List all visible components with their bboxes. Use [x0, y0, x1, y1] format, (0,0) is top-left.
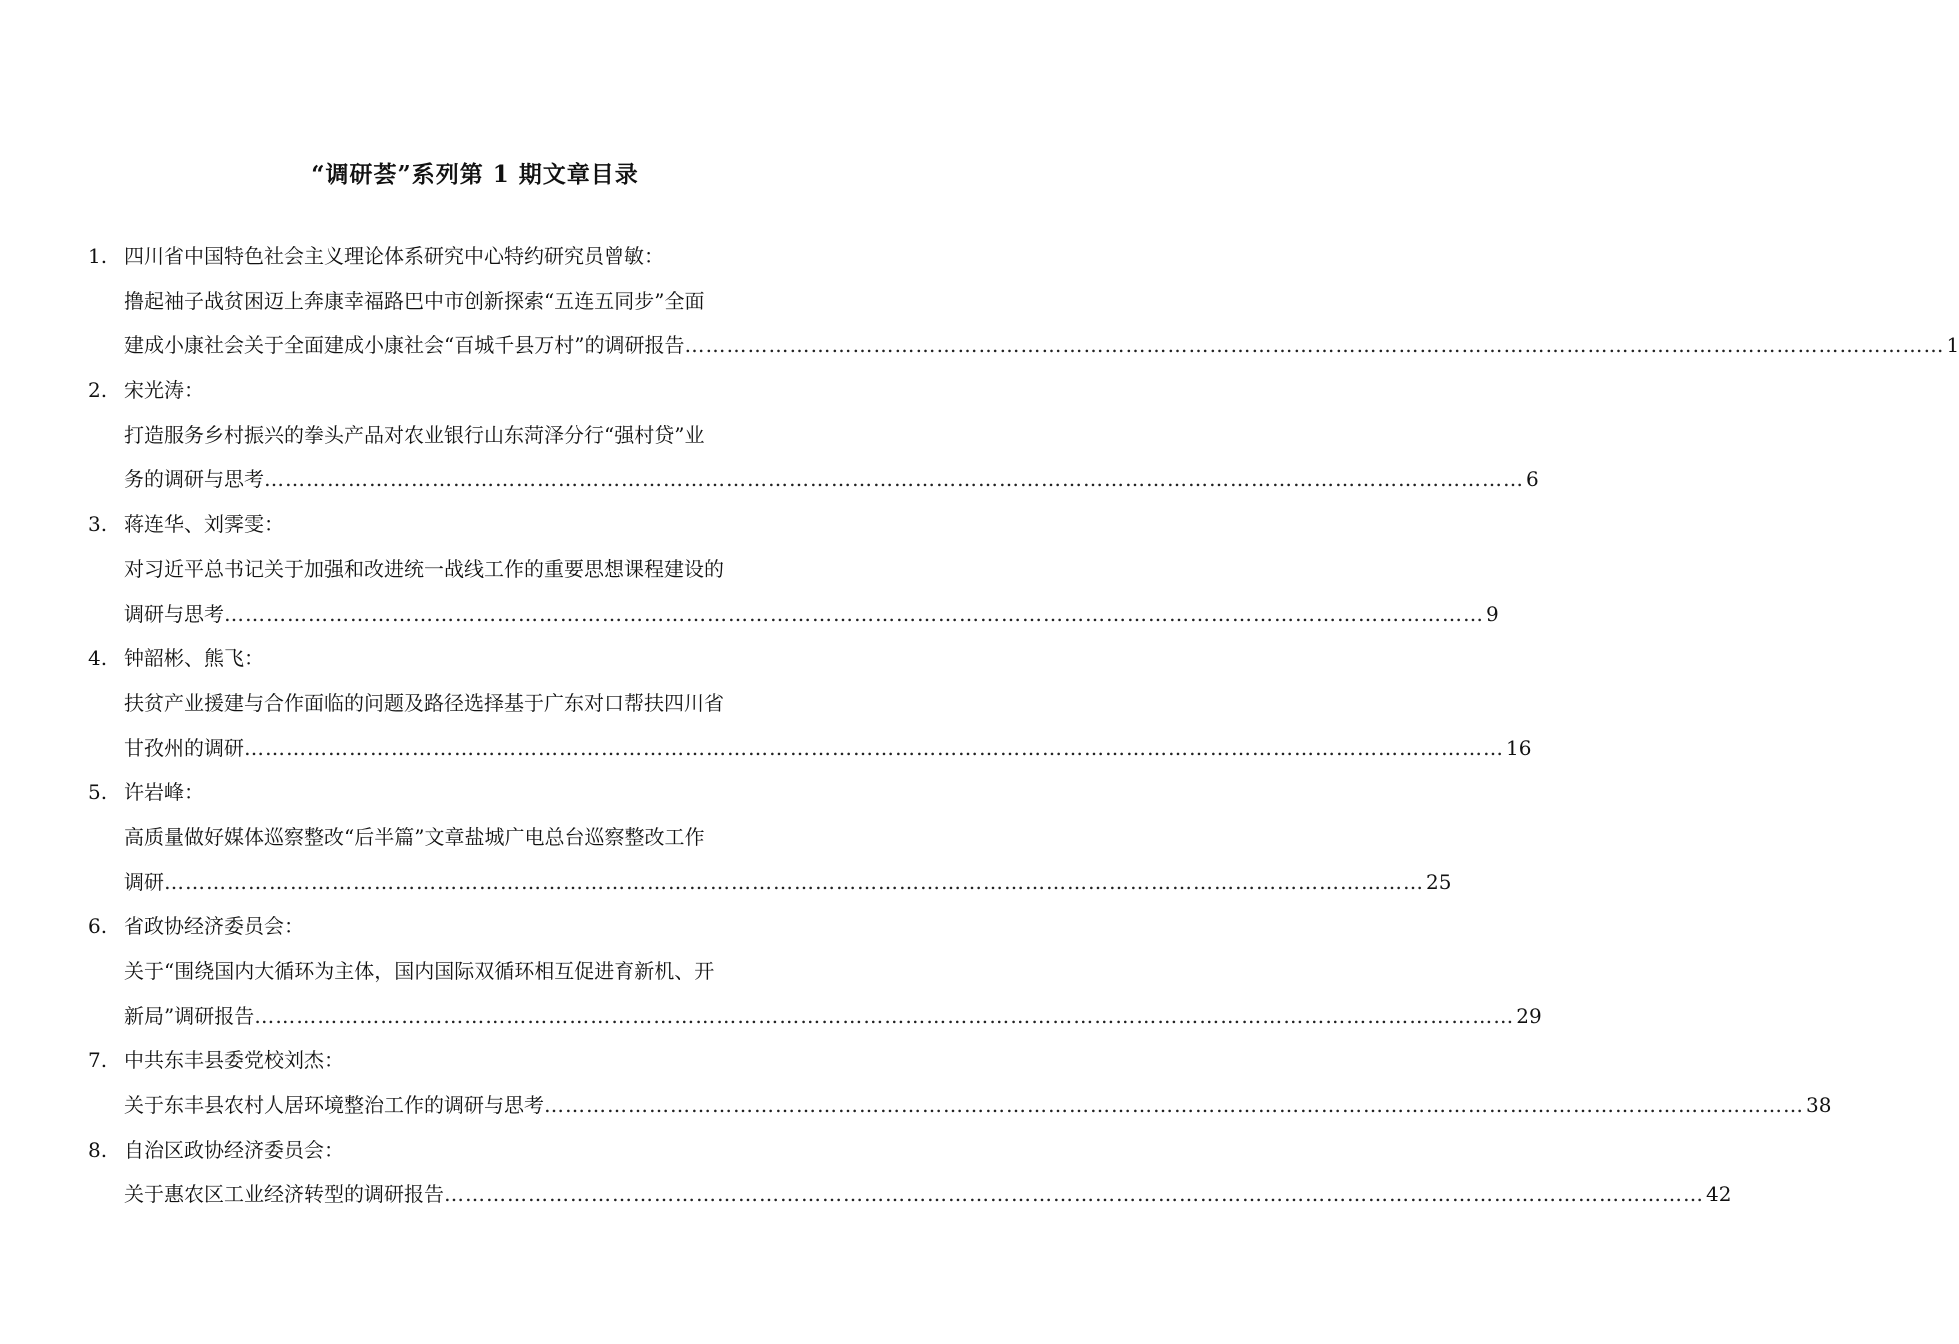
toc-page-number: 6 — [1526, 467, 1539, 492]
toc-entry-number: 4. — [88, 646, 108, 671]
toc-entry-author-line — [88, 770, 863, 815]
toc-entry-title-line: 高质量做好媒体巡察整改“后半篇”文章盐城广电总台巡察整改工作 — [124, 824, 705, 849]
toc-entry[interactable] — [88, 770, 1452, 904]
toc-page-number: 38 — [1806, 1093, 1832, 1118]
toc-entry-author: 中共东丰县委党校刘杰： — [124, 1048, 344, 1073]
toc-entry-title-last-line — [88, 457, 1539, 502]
toc-leader-dots: ……………………………………………………………………………………………………………………………………………………………… — [254, 1003, 1515, 1028]
toc-entry-title-last-line — [88, 994, 1542, 1039]
toc-page-number: 16 — [1506, 735, 1532, 760]
toc-entry-title-last-line — [88, 1083, 1832, 1128]
toc-entry[interactable] — [88, 1038, 1832, 1127]
toc-entry-title-text: 关于惠农区工业经济转型的调研报告 — [124, 1182, 444, 1207]
toc-entry-title-line: 打造服务乡村振兴的拳头产品对农业银行山东菏泽分行“强村贷”业 — [124, 422, 705, 447]
toc-entry[interactable] — [88, 234, 1959, 368]
toc-page-number: 9 — [1486, 601, 1499, 626]
toc-entry-number: 6. — [88, 914, 108, 939]
toc-entry-number: 8. — [88, 1137, 108, 1162]
toc-entry-title-line: 对习近平总书记关于加强和改进统一战线工作的重要思想课程建设的 — [124, 556, 724, 581]
toc-entry-number: 2. — [88, 378, 108, 403]
toc-entry-author: 钟韶彬、熊飞： — [124, 646, 264, 671]
toc-entry-title-text: 务的调研与思考 — [124, 467, 264, 492]
toc-entry-number: 5. — [88, 780, 108, 805]
toc-page-number: 1 — [1946, 333, 1959, 358]
toc-leader-dots: ……………………………………………………………………………………………………………………………………………………………… — [684, 333, 1945, 358]
table-of-contents — [88, 234, 1959, 1217]
toc-entry-title-line: 撸起袖子战贫困迈上奔康幸福路巴中市创新探索“五连五同步”全面 — [124, 288, 705, 313]
toc-page-number: 29 — [1516, 1003, 1542, 1028]
toc-entry-title-text: 调研 — [124, 869, 164, 894]
toc-entry-title-text: 建成小康社会关于全面建成小康社会“百城千县万村”的调研报告 — [124, 333, 685, 358]
toc-entry-title-line: 扶贫产业援建与合作面临的问题及路径选择基于广东对口帮扶四川省 — [124, 690, 724, 715]
toc-entry-number: 7. — [88, 1048, 108, 1073]
toc-leader-dots: ……………………………………………………………………………………………………………………………………………………………… — [244, 735, 1504, 760]
toc-entry-author-line — [88, 636, 863, 681]
toc-entry[interactable] — [88, 904, 1542, 1038]
toc-entry-author: 自治区政协经济委员会： — [124, 1137, 344, 1162]
toc-entry-number: 1. — [88, 244, 108, 268]
toc-page-number: 25 — [1426, 869, 1452, 894]
toc-entry-number: 3. — [88, 512, 108, 537]
toc-entry-title-text: 新局”调研报告 — [124, 1003, 255, 1028]
toc-entry-title-last-line — [88, 1172, 1732, 1217]
toc-entry-title-last-line — [88, 860, 1452, 905]
toc-entry[interactable] — [88, 368, 1539, 502]
toc-entry-author-line — [88, 904, 863, 949]
toc-entry[interactable] — [88, 1128, 1732, 1217]
toc-entry-author-line — [88, 1128, 863, 1173]
toc-entry-title-line: 关于“围绕国内大循环为主体，国内国际双循环相互促进育新机、开 — [124, 959, 715, 983]
toc-entry[interactable] — [88, 636, 1532, 770]
toc-entry-author: 蒋连华、刘霁雯： — [124, 512, 284, 537]
toc-leader-dots: ……………………………………………………………………………………………………………………………………………………………… — [224, 601, 1484, 626]
toc-leader-dots: ……………………………………………………………………………………………………………………………………………………………… — [264, 467, 1524, 492]
toc-entry-author: 宋光涛： — [124, 378, 204, 403]
toc-entry[interactable] — [88, 502, 1499, 636]
toc-entry-title-text: 调研与思考 — [124, 601, 224, 626]
toc-entry-title-last-line — [88, 726, 1532, 771]
toc-entry-author-line — [88, 234, 863, 279]
toc-page-number: 42 — [1706, 1182, 1732, 1207]
toc-entry-title-last-line — [88, 592, 1499, 637]
toc-entry-title-text: 关于东丰县农村人居环境整治工作的调研与思考 — [124, 1093, 544, 1118]
toc-leader-dots: ……………………………………………………………………………………………………………………………………………………………… — [164, 869, 1424, 894]
toc-entry-title-text: 甘孜州的调研 — [124, 735, 244, 760]
toc-entry-author: 四川省中国特色社会主义理论体系研究中心特约研究员曾敏： — [124, 244, 664, 268]
toc-leader-dots: ……………………………………………………………………………………………………………………………………………………………… — [444, 1182, 1704, 1207]
toc-entry-author-line — [88, 1038, 863, 1083]
toc-leader-dots: ……………………………………………………………………………………………………………………………………………………………… — [544, 1093, 1804, 1118]
toc-entry-author-line — [88, 502, 863, 547]
toc-entry-author: 省政协经济委员会： — [124, 914, 304, 939]
toc-entry-author: 许岩峰： — [124, 780, 204, 805]
page-title: “调研荟”系列第 1 期文章目录 — [311, 161, 639, 188]
toc-entry-title-last-line — [88, 323, 1959, 368]
toc-entry-author-line — [88, 368, 863, 413]
